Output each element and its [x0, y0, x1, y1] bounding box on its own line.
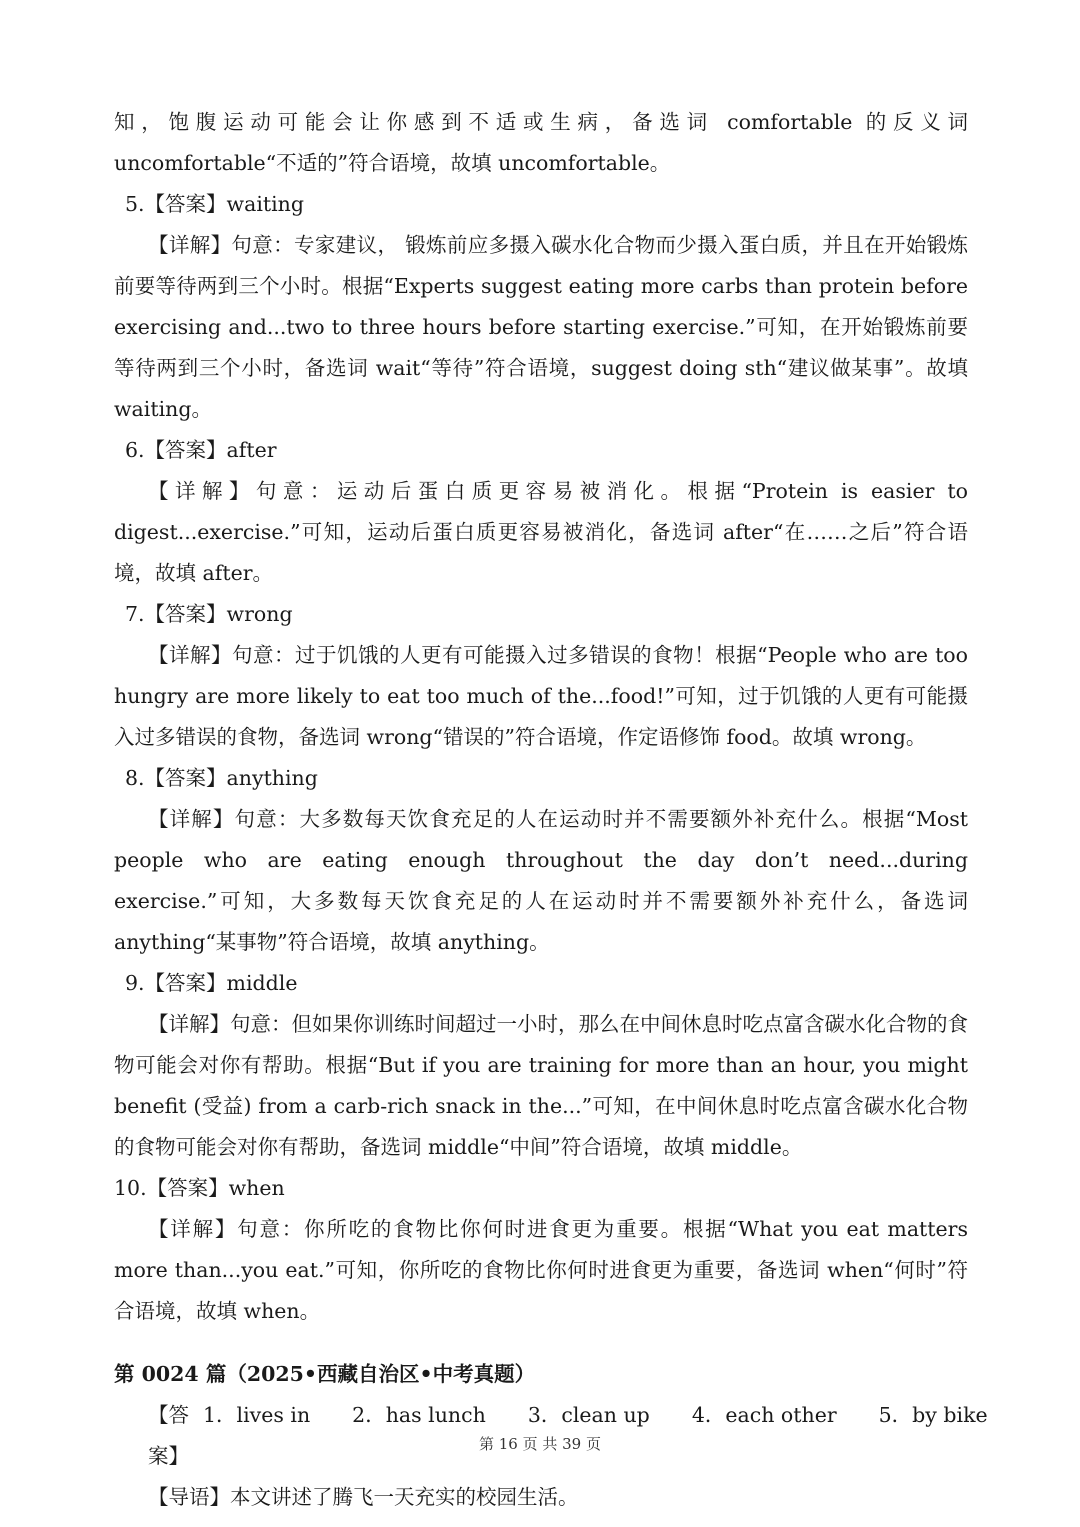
answer-item-5: 5．by bike [878, 1403, 988, 1427]
detail-paragraph-8: 【详解】句意：大多数每天饮食充足的人在运动时并不需要额外补充什么。根据“Most people who are eating enough throughout the day don’t need...during exercise.”可知，大多数每天饮食充足的人在运动时并不需要额外补充什么，备选词 anything“某事物”符合语境，故填 anything。 [114, 807, 968, 954]
answers-label: 【答案】 [148, 1403, 189, 1468]
detail-paragraph-10: 【详解】句意：你所吃的食物比你何时进食更为重要。根据“What you eat matters more than...you eat.”可知，你所吃的食物比你何时进食更为重要，备选词 when“何时”符合语境，故填 when。 [114, 1217, 968, 1323]
answer-line-5: 5.【答案】waiting [125, 192, 305, 216]
detail-paragraph-7: 【详解】句意：过于饥饿的人更有可能摄入过多错误的食物！根据“People who are too hungry are more likely to eat too much of the...food!”可知，过于饥饿的人更有可能摄入过多错误的食物，备选词 wrong“错误的”符合语境，作定语修饰 food。故填 wrong。 [114, 643, 968, 749]
answer-item-1: 1．lives in [203, 1403, 311, 1427]
detail-paragraph-9: 【详解】句意：但如果你训练时间超过一小时，那么在中间休息时吃点富含碳水化合物的食物可能会对你有帮助。根据“But if you are training for more than an hour, you might benefit (受益) from a carb-rich snack in the...”可知，在中间休息时吃点富含碳水化合物的食物可能会对你有帮助，备选词 middle“中间”符合语境，故填 middle。 [114, 1012, 968, 1159]
detail-paragraph-5: 【详解】句意：专家建议， 锻炼前应多摄入碳水化合物而少摄入蛋白质，并且在开始锻炼前要等待两到三个小时。根据“Experts suggest eating more carbs than protein before exercising and...two to three hours before starting exercise.”可知，在开始锻炼前要等待两到三个小时，备选词 wait“等待”符合语境，suggest doing sth“建议做某事”。故填 waiting。 [114, 233, 968, 421]
detail-paragraph-6: 【详解】句意：运动后蛋白质更容易被消化。根据“Protein is easier to digest...exercise.”可知，运动后蛋白质更容易被消化，备选词 after“在……之后”符合语境，故填 after。 [114, 479, 968, 585]
answer-item-3: 3．clean up [527, 1403, 650, 1427]
section-title: 第 0024 篇（2025•西藏自治区•中考真题） [114, 1362, 536, 1386]
answer-line-9: 9.【答案】middle [125, 971, 298, 995]
answer-line-8: 8.【答案】anything [125, 766, 318, 790]
answer-line-10: 10.【答案】when [114, 1176, 285, 1200]
answer-line-7: 7.【答案】wrong [125, 602, 293, 626]
intro-paragraph: 【导语】本文讲述了腾飞一天充实的校园生活。 [148, 1485, 579, 1509]
answer-item-4: 4．each other [691, 1403, 837, 1427]
paragraph-continuation: 知，饱腹运动可能会让你感到不适或生病，备选词 comfortable 的反义词 uncomfortable“不适的”符合语境，故填 uncomfortable。 [114, 110, 968, 175]
answer-line-6: 6.【答案】after [125, 438, 277, 462]
page-content [114, 102, 988, 1518]
page-number-footer: 第 16 页 共 39 页 [478, 1435, 601, 1453]
answer-item-2: 2．has lunch [352, 1403, 486, 1427]
